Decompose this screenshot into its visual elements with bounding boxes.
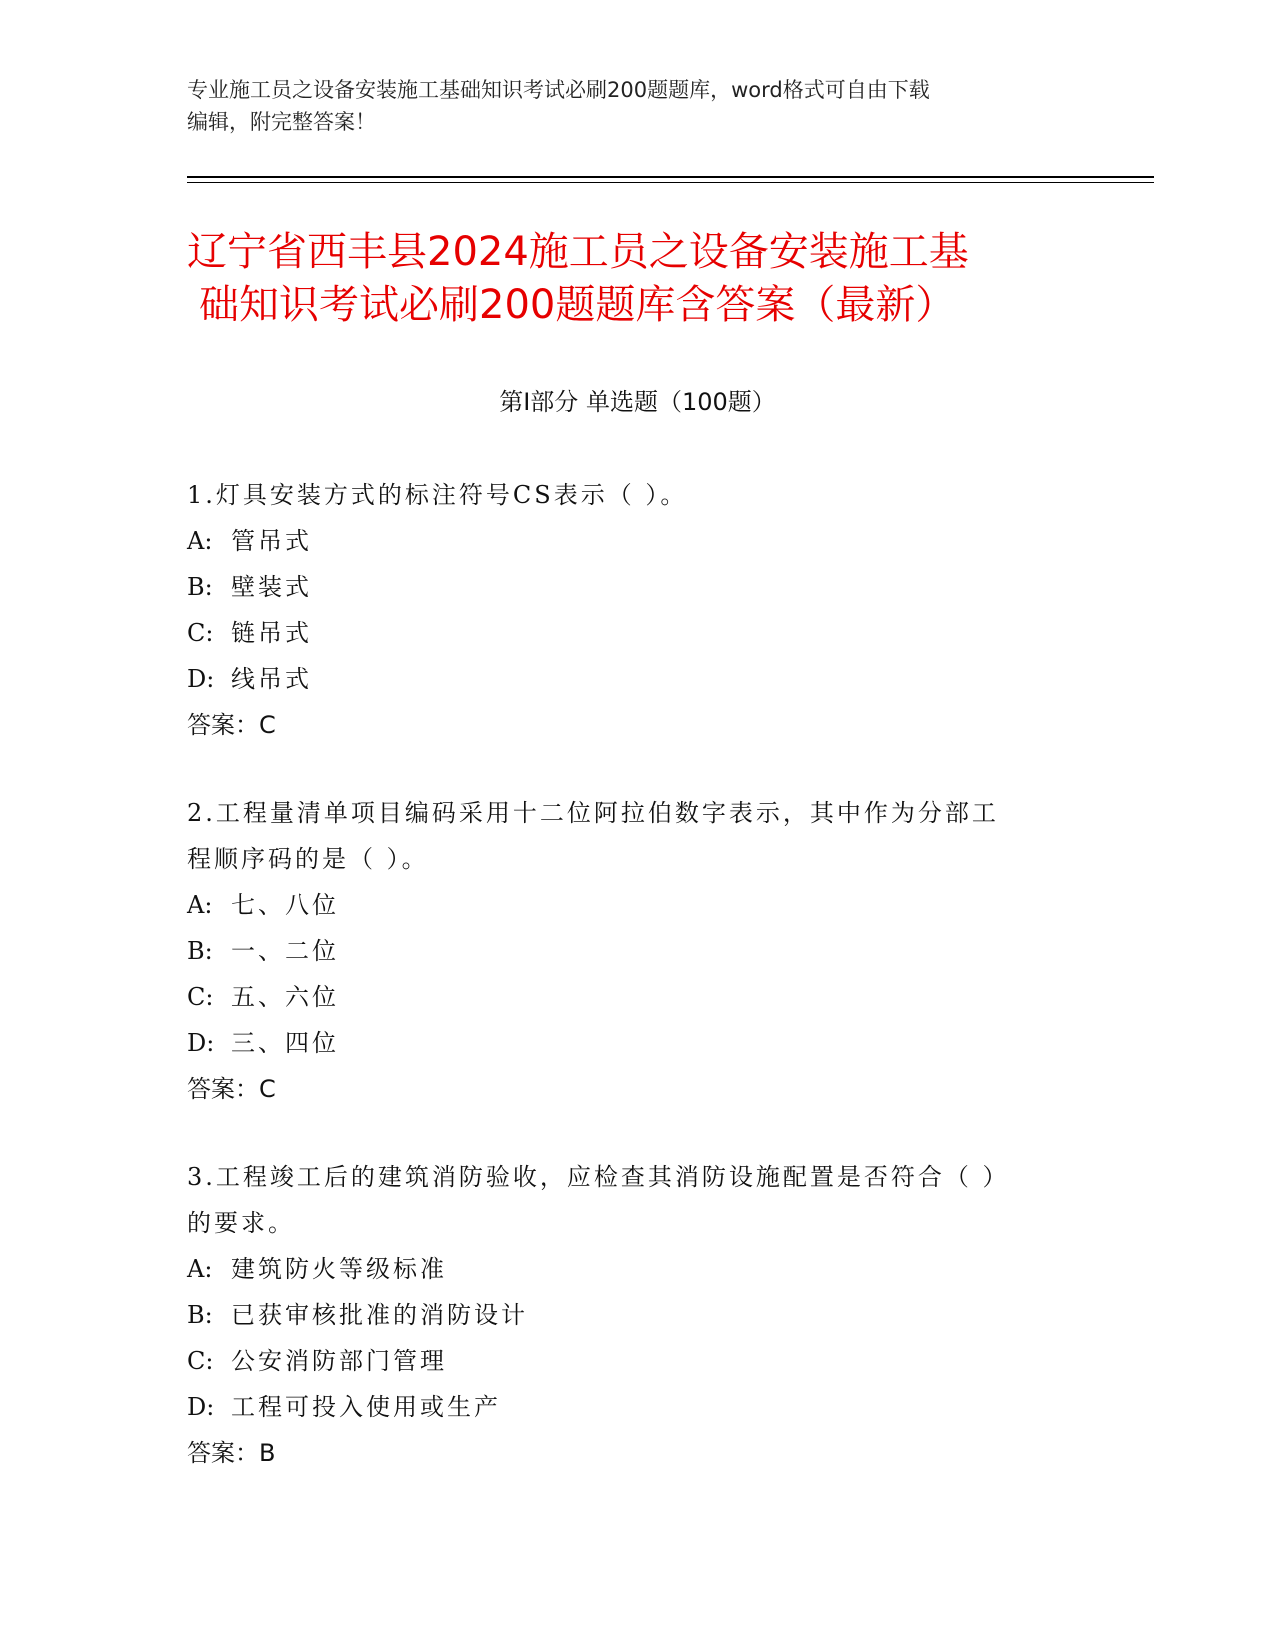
question-1 — [187, 472, 1087, 748]
section-heading: 第Ⅰ部分 单选题（100题） — [499, 388, 776, 416]
answer: 答案：C — [187, 1075, 276, 1103]
option-letter: B: — [187, 1301, 213, 1329]
option-b — [187, 928, 1087, 974]
question-3 — [187, 1154, 1087, 1476]
option-d — [187, 656, 1087, 702]
option-letter: A: — [187, 527, 213, 555]
option-text: 三、四位 — [231, 1029, 339, 1057]
question-stem-line-2: 的要求。 — [187, 1209, 295, 1237]
document-title — [187, 226, 1087, 332]
option-letter: A: — [187, 891, 213, 919]
question-2 — [187, 790, 1087, 1112]
option-letter: B: — [187, 573, 213, 601]
option-letter: D: — [187, 1393, 215, 1421]
option-letter: D: — [187, 1029, 215, 1057]
option-letter: C: — [187, 1347, 214, 1375]
question-stem-line-2: 程顺序码的是（ ）。 — [187, 845, 429, 873]
header-note-line-2: 编辑，附完整答案！ — [187, 110, 376, 134]
option-c — [187, 610, 1087, 656]
option-text: 线吊式 — [231, 665, 312, 693]
option-text: 建筑防火等级标准 — [231, 1255, 447, 1283]
answer: 答案：B — [187, 1439, 276, 1467]
option-letter: C: — [187, 983, 214, 1011]
option-c — [187, 974, 1087, 1020]
question-stem: 1.灯具安装方式的标注符号CS表示（ ）。 — [187, 481, 688, 509]
option-d — [187, 1020, 1087, 1066]
option-text: 已获审核批准的消防设计 — [231, 1301, 528, 1329]
option-d — [187, 1384, 1087, 1430]
question-stem-line-1: 3.工程竣工后的建筑消防验收，应检查其消防设施配置是否符合（ ） — [187, 1163, 1010, 1191]
option-letter: C: — [187, 619, 214, 647]
option-text: 一、二位 — [231, 937, 339, 965]
option-a — [187, 882, 1087, 928]
document-title-line-2: 础知识考试必刷200题题库含答案（最新） — [199, 282, 956, 328]
header-rule-thick — [187, 176, 1154, 178]
option-text: 壁装式 — [231, 573, 312, 601]
option-text: 公安消防部门管理 — [231, 1347, 447, 1375]
answer: 答案：C — [187, 711, 276, 739]
option-c — [187, 1338, 1087, 1384]
option-text: 链吊式 — [231, 619, 312, 647]
option-b — [187, 1292, 1087, 1338]
option-a — [187, 1246, 1087, 1292]
header-note — [187, 74, 1077, 138]
option-letter: A: — [187, 1255, 213, 1283]
question-stem-line-1: 2.工程量清单项目编码采用十二位阿拉伯数字表示，其中作为分部工 — [187, 799, 999, 827]
option-letter: B: — [187, 937, 213, 965]
option-text: 工程可投入使用或生产 — [231, 1393, 501, 1421]
option-a — [187, 518, 1087, 564]
document-title-line-1: 辽宁省西丰县2024施工员之设备安装施工基 — [187, 229, 969, 275]
option-text: 五、六位 — [231, 983, 339, 1011]
header-rule-thin — [187, 182, 1154, 183]
option-letter: D: — [187, 665, 215, 693]
option-text: 管吊式 — [231, 527, 312, 555]
option-b — [187, 564, 1087, 610]
option-text: 七、八位 — [231, 891, 339, 919]
header-note-line-1: 专业施工员之设备安装施工基础知识考试必刷200题题库，word格式可自由下载 — [187, 78, 930, 102]
